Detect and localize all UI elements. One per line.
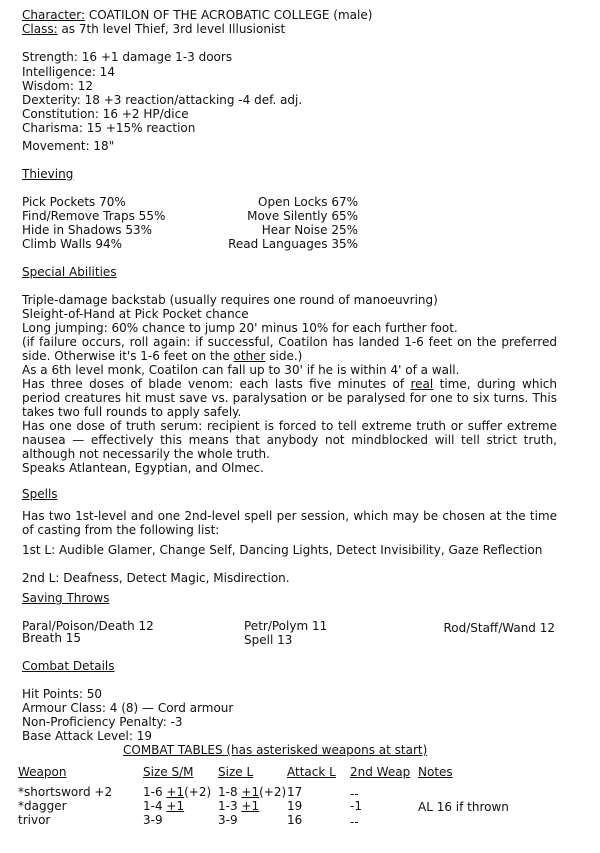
table-row-2nd-weap: -1 [350, 799, 362, 813]
save-rod: Rod/Staff/Wand 12 [443, 621, 555, 635]
ability-serum: Has one dose of truth serum: recipient is forced to tell extreme truth or suffer extreme nausea — effectively this means that anybody not mindblocked will tell strict truth, although not necessarily the whole truth. [22, 419, 557, 461]
bonus-extra: (+2) [259, 785, 287, 799]
thieving-skill: Hide in Shadows 53% [22, 223, 153, 237]
stat-constitution: Constitution: 16 +2 HP/dice [22, 107, 189, 121]
table-row-size-l [218, 813, 238, 827]
table-row-size-l [218, 785, 286, 799]
dice: 3-9 [218, 813, 238, 827]
class-label: Class: [22, 22, 58, 36]
stat-strength: Strength: 16 +1 damage 1-3 doors [22, 50, 233, 64]
table-row-size-sm [143, 785, 211, 799]
class-value: as 7th level Thief, 3rd level Illusionist [57, 22, 286, 36]
col-header-weapon: Weapon [18, 765, 67, 779]
thieving-skill: Climb Walls 94% [22, 237, 123, 251]
ability-sleight: Sleight-of-Hand at Pick Pocket chance [22, 307, 249, 321]
save-petr: Petr/Polym 11 [244, 619, 328, 633]
table-row-2nd-weap: -- [350, 787, 359, 801]
table-row-weapon: *shortsword +2 [18, 785, 113, 799]
thieving-skill: Hear Noise 25% [261, 223, 358, 237]
table-row-weapon: *dagger [18, 799, 67, 813]
venom-text: Has three doses of blade venom: each lasts five minutes of [22, 377, 411, 391]
bonus-extra: (+2) [184, 785, 212, 799]
ability-jump-failure [22, 335, 557, 363]
character-name: COATILON OF THE ACROBATIC COLLEGE (male) [85, 8, 373, 22]
thieving-skill: Move Silently 65% [247, 209, 358, 223]
character-line [22, 8, 372, 22]
save-spell: Spell 13 [244, 633, 293, 647]
failure-text: (if failure occurs, roll again: if successful, Coatilon has landed 1-6 feet on the preferred side. Otherwise it's 1-6 feet on the [22, 335, 557, 363]
thieving-skill: Open Locks 67% [258, 195, 358, 209]
stat-charisma: Charisma: 15 +15% reaction [22, 121, 196, 135]
dice: 1-6 [143, 785, 167, 799]
dice: 1-3 [218, 799, 242, 813]
saving-throws-heading: Saving Throws [22, 591, 110, 605]
ability-venom [22, 377, 557, 419]
hit-points: Hit Points: 50 [22, 687, 103, 701]
bonus: +1 [241, 785, 260, 799]
spells-intro: Has two 1st-level and one 2nd-level spell per session, which may be chosen at the time of casting from the following list: [22, 509, 557, 537]
col-header-size-l: Size L [218, 765, 254, 779]
combat-details-heading: Combat Details [22, 659, 115, 673]
spells-heading: Spells [22, 487, 58, 501]
failure-text-end: side.) [265, 349, 303, 363]
thieving-skill: Pick Pockets 70% [22, 195, 126, 209]
table-row-weapon: trivor [18, 813, 51, 827]
col-header-notes: Notes [418, 765, 453, 779]
spells-first-level: 1st L: Audible Glamer, Change Self, Dancing Lights, Detect Invisibility, Gaze Reflection [22, 543, 543, 557]
ability-monk: As a 6th level monk, Coatilon can fall up to 30' if he is within 4' of a wall. [22, 363, 460, 377]
movement: Movement: 18" [22, 139, 115, 153]
venom-emphasis: real [410, 377, 434, 391]
save-breath: Breath 15 [22, 631, 82, 645]
combat-tables-title: COMBAT TABLES (has asterisked weapons at start) [123, 743, 428, 757]
save-paral: Paral/Poison/Death 12 [22, 619, 154, 633]
dice: 1-4 [143, 799, 167, 813]
stat-intelligence: Intelligence: 14 [22, 65, 115, 79]
col-header-size-sm: Size S/M [143, 765, 194, 779]
bonus: +1 [166, 785, 185, 799]
special-abilities-heading: Special Abilities [22, 265, 117, 279]
stat-wisdom: Wisdom: 12 [22, 79, 93, 93]
table-row-attack: 17 [287, 785, 303, 799]
class-line [22, 22, 285, 36]
thieving-skill: Read Languages 35% [228, 237, 358, 251]
failure-emphasis: other [233, 349, 266, 363]
dice: 1-8 [218, 785, 242, 799]
venom-text-end: time, during which period creatures hit must save vs. paralysation or be paralysed for one to six turns. This takes two full rounds to apply safely. [22, 377, 557, 419]
ability-languages: Speaks Atlantean, Egyptian, and Olmec. [22, 461, 264, 475]
bonus: +1 [241, 799, 260, 813]
table-row-size-sm [143, 813, 163, 827]
non-proficiency-penalty: Non-Proficiency Penalty: -3 [22, 715, 183, 729]
table-row-size-sm [143, 799, 184, 813]
thieving-heading: Thieving [22, 167, 74, 181]
table-row-notes: AL 16 if thrown [418, 800, 509, 814]
table-row-size-l [218, 799, 259, 813]
table-row-2nd-weap: -- [350, 815, 359, 829]
base-attack-level: Base Attack Level: 19 [22, 729, 152, 743]
spells-second-level: 2nd L: Deafness, Detect Magic, Misdirection. [22, 571, 290, 585]
character-label: Character: [22, 8, 86, 22]
armour-class: Armour Class: 4 (8) — Cord armour [22, 701, 234, 715]
table-row-attack: 16 [287, 813, 303, 827]
ability-backstab: Triple-damage backstab (usually requires one round of manoeuvring) [22, 293, 438, 307]
thieving-skill: Find/Remove Traps 55% [22, 209, 166, 223]
dice: 3-9 [143, 813, 163, 827]
ability-jumping: Long jumping: 60% chance to jump 20' minus 10% for each further foot. [22, 321, 458, 335]
col-header-2nd-weap: 2nd Weap [350, 765, 411, 779]
bonus: +1 [166, 799, 185, 813]
table-row-attack: 19 [287, 799, 303, 813]
stat-dexterity: Dexterity: 18 +3 reaction/attacking -4 def. adj. [22, 93, 303, 107]
col-header-attack-l: Attack L [287, 765, 336, 779]
